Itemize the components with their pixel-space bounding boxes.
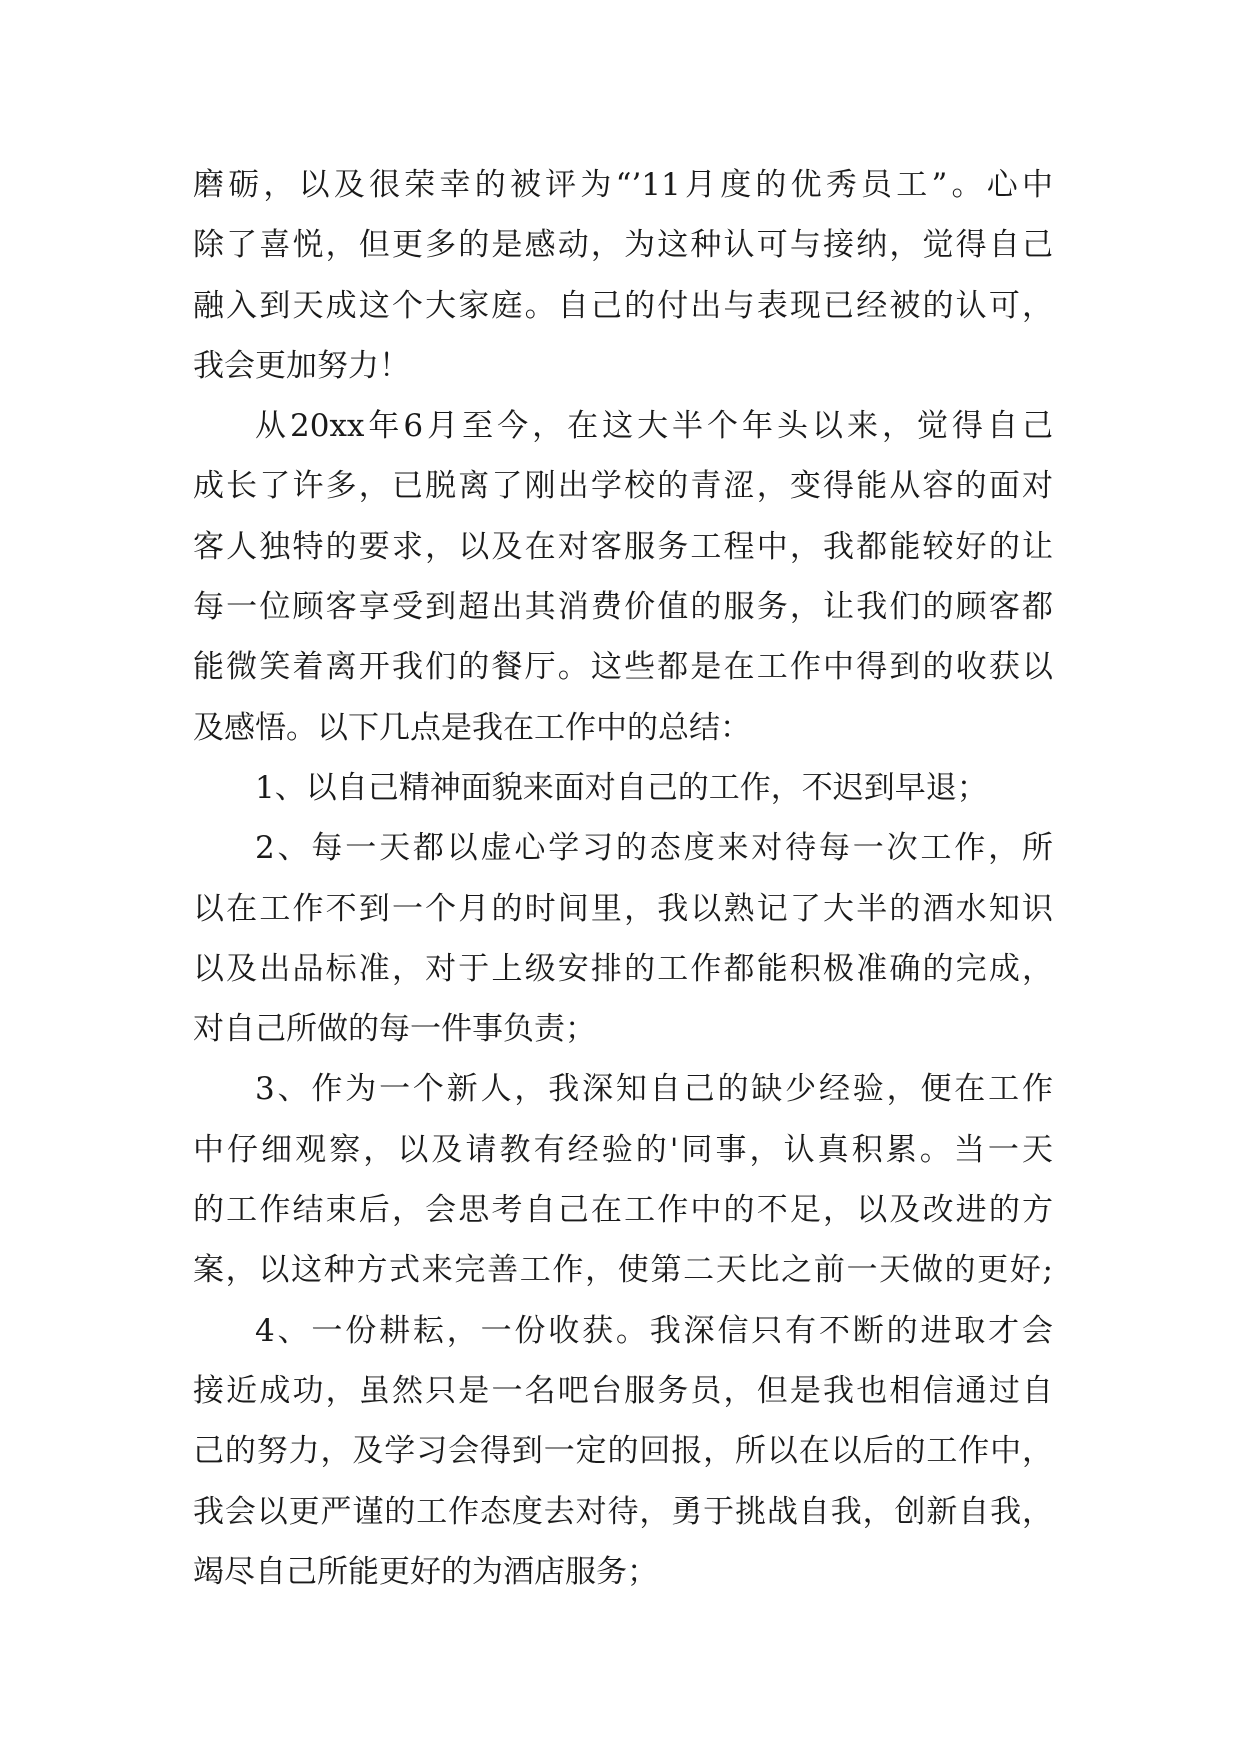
text-line: 成长了许多，已脱离了刚出学校的青涩，变得能从容的面对 (193, 468, 1053, 505)
text-line: 及感悟。以下几点是我在工作中的总结： (193, 709, 751, 746)
text-line: 融入到天成这个大家庭。自己的付出与表现已经被的认可， (193, 287, 1053, 324)
text-line: 4、一份耕耘，一份收获。我深信只有不断的进取才会 (255, 1312, 1053, 1349)
text-line: 能微笑着离开我们的餐厅。这些都是在工作中得到的收获以 (193, 649, 1053, 686)
text-line: 的工作结束后，会思考自己在工作中的不足，以及改进的方 (193, 1192, 1053, 1229)
text-line: 2、每一天都以虚心学习的态度来对待每一次工作，所 (255, 830, 1053, 867)
text-line: 除了喜悦，但更多的是感动，为这种认可与接纳，觉得自己 (193, 227, 1053, 264)
text-line: 我会更加努力！ (193, 347, 410, 384)
text-line: 从20xx年6月至今，在这大半个年头以来，觉得自己 (255, 408, 1053, 445)
text-line: 磨砺，以及很荣幸的被评为“’11月度的优秀员工”。心中 (193, 167, 1053, 203)
text-line: 1、以自己精神面貌来面对自己的工作，不迟到早退； (255, 769, 988, 806)
text-line: 以及出品标准，对于上级安排的工作都能积极准确的完成， (193, 950, 1053, 987)
text-line: 接近成功，虽然只是一名吧台服务员，但是我也相信通过自 (193, 1372, 1053, 1409)
text-line: 客人独特的要求，以及在对客服务工程中，我都能较好的让 (193, 528, 1053, 565)
text-line: 对自己所做的每一件事负责； (193, 1011, 596, 1048)
text-line: 竭尽自己所能更好的为酒店服务； (193, 1553, 658, 1590)
text-line: 中仔细观察，以及请教有经验的'同事，认真积累。当一天 (193, 1131, 1053, 1168)
text-line: 案，以这种方式来完善工作，使第二天比之前一天做的更好; (193, 1252, 1053, 1289)
document-body (193, 155, 1053, 1602)
text-line: 3、作为一个新人，我深知自己的缺少经验，便在工作 (255, 1071, 1053, 1108)
text-line: 以在工作不到一个月的时间里，我以熟记了大半的酒水知识 (193, 890, 1053, 927)
text-line: 己的努力，及学习会得到一定的回报，所以在以后的工作中， (193, 1433, 1053, 1470)
text-line: 我会以更严谨的工作态度去对待，勇于挑战自我，创新自我， (193, 1493, 1053, 1530)
text-line: 每一位顾客享受到超出其消费价值的服务，让我们的顾客都 (193, 589, 1053, 626)
